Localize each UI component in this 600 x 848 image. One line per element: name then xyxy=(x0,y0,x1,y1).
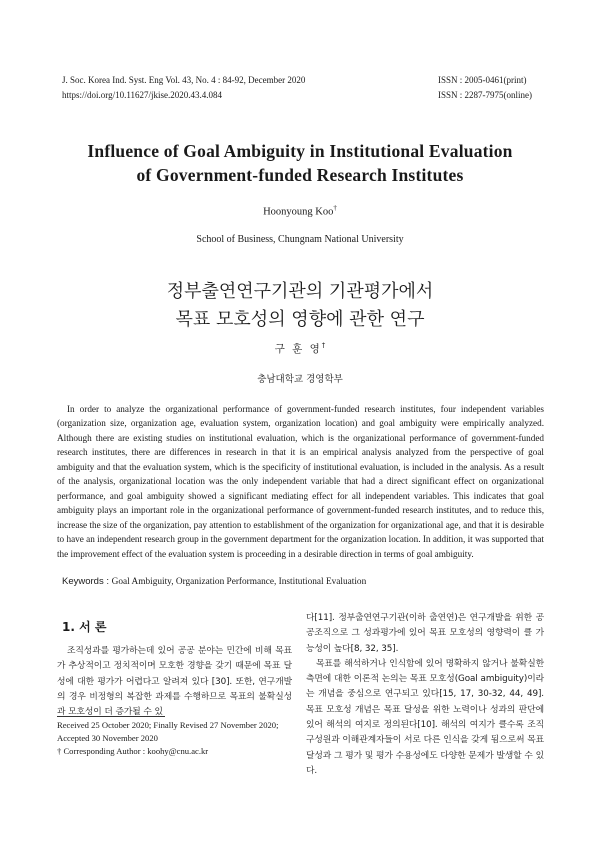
corresponding-author-mark: † xyxy=(333,204,337,212)
issn-online: ISSN : 2287-7975(online) xyxy=(438,90,532,100)
keywords-line xyxy=(62,576,366,587)
doi-link[interactable]: https://doi.org/10.11627/jkise.2020.43.4.084 xyxy=(62,90,223,100)
affiliation-english: School of Business, Chungnam National University xyxy=(196,234,404,245)
paper-title-korean xyxy=(40,278,560,334)
keywords-list: Goal Ambiguity, Organization Performance, Institutional Evaluation xyxy=(111,577,367,587)
footnote-divider xyxy=(57,716,165,717)
section-heading-introduction: 1. 서 론 xyxy=(62,620,107,634)
affiliation-korean: 충남대학교 경영학부 xyxy=(257,374,343,385)
right-paragraph-1: 다[11]. 정부출연연구기관(이하 출연연)은 연구개발을 위한 공공조직으로 그 성과평가에 있어 목표 모호성의 영향력이 클 가능성이 높다[8, 32, 35]. xyxy=(306,613,544,654)
journal-header-right xyxy=(438,73,532,103)
issn-print: ISSN : 2005-0461(print) xyxy=(438,75,527,85)
right-paragraph-2: 목표를 해석하거나 인식함에 있어 명확하지 않거나 불확실한 측면에 대한 이론적 논의는 목표 모호성(Goal ambiguity)이라는 개념을 중심으로 연구되고 있다[15, 17, 30-32, 44, 49]. 목표 모호성 개념은 목표 달성을 위한 노력이나 성과의 판단에 있어 해석의 여지로 정의된다[10]. 해석의 여지가 클수록 조직 구성원과 이해관계자들이 서로 다른 인식을 갖게 됨으로써 목표 달성과 그 평가 및 평가 수용성에도 다양한 문제가 발생할 수 있다. xyxy=(306,658,544,776)
body-left-column: 조직성과를 평가하는데 있어 공공 분야는 민간에 비해 목표가 추상적이고 정치적이며 모호한 경향을 갖기 때문에 목표 달성에 대한 평가가 어렵다고 알려져 있다 [30]. 또한, 연구개발의 경우 비정형의 복잡한 과제를 수행하므로 목표의 불확실성과 모호성이 더 증가될 수 있 xyxy=(57,646,292,718)
footnote-corresponding xyxy=(57,745,297,758)
author-english xyxy=(0,204,600,218)
keywords-colon: : xyxy=(103,576,112,587)
author-name-en: Hoonyoung Koo xyxy=(263,206,334,218)
title-ko-line-2: 목표 모호성의 영향에 관한 연구 xyxy=(175,309,425,330)
corresponding-author-email[interactable]: Corresponding Author : koohy@cnu.ac.kr xyxy=(63,746,209,756)
keywords-label: Keywords xyxy=(62,576,104,587)
title-ko-line-1: 정부출연연구기관의 기관평가에서 xyxy=(166,281,434,302)
journal-header-left xyxy=(62,73,305,103)
footnotes xyxy=(57,719,297,758)
abstract: In order to analyze the organizational performance of government-funded research institutes, four independent variables (organization size, organization age, evaluation system, organization location) and goal ambiguity were empirically analyzed. Although there are existing studies on institutional evaluation, which is the organizational performance of government-funded research institutes, there are differences in research in that it is an empirical analysis analyzed from the perspective of goal ambiguity and that the evaluation system, which is the specificity of institutional evaluation, is included in the analysis. As a result of the analysis, organizational location was the only independent variable that had a direct significant effect on organizational performance, and goal ambiguity showed a significant mediating effect for all independent variables. This indicates that goal ambiguity plays an important role in the organizational performance of government-funded research institutes, and to reduce this, increase the size of the organization, pay attention to establishment of the organization for organizational age, and that it is desirable to have an independent research group in the government department for the organization location. In addition, it was supported that the improvement effect of the evaluation system is proceeding in a desirable direction in terms of goal ambiguity. xyxy=(57,404,544,559)
paper-title-english xyxy=(40,139,560,187)
journal-citation: J. Soc. Korea Ind. Syst. Eng Vol. 43, No. 4 : 84-92, December 2020 xyxy=(62,75,306,85)
title-en-line-1: Influence of Goal Ambiguity in Institutional Evaluation xyxy=(87,141,513,161)
author-korean xyxy=(0,341,600,356)
corresponding-author-mark-ko: † xyxy=(321,341,326,350)
title-en-line-2: of Government-funded Research Institutes xyxy=(136,165,464,185)
author-name-ko: 구 훈 영 xyxy=(274,343,322,355)
corresponding-mark: † xyxy=(57,746,62,756)
footnote-dates: Received 25 October 2020; Finally Revised 27 November 2020; Accepted 30 November 2020 xyxy=(57,720,279,743)
body-right-column xyxy=(306,611,544,779)
